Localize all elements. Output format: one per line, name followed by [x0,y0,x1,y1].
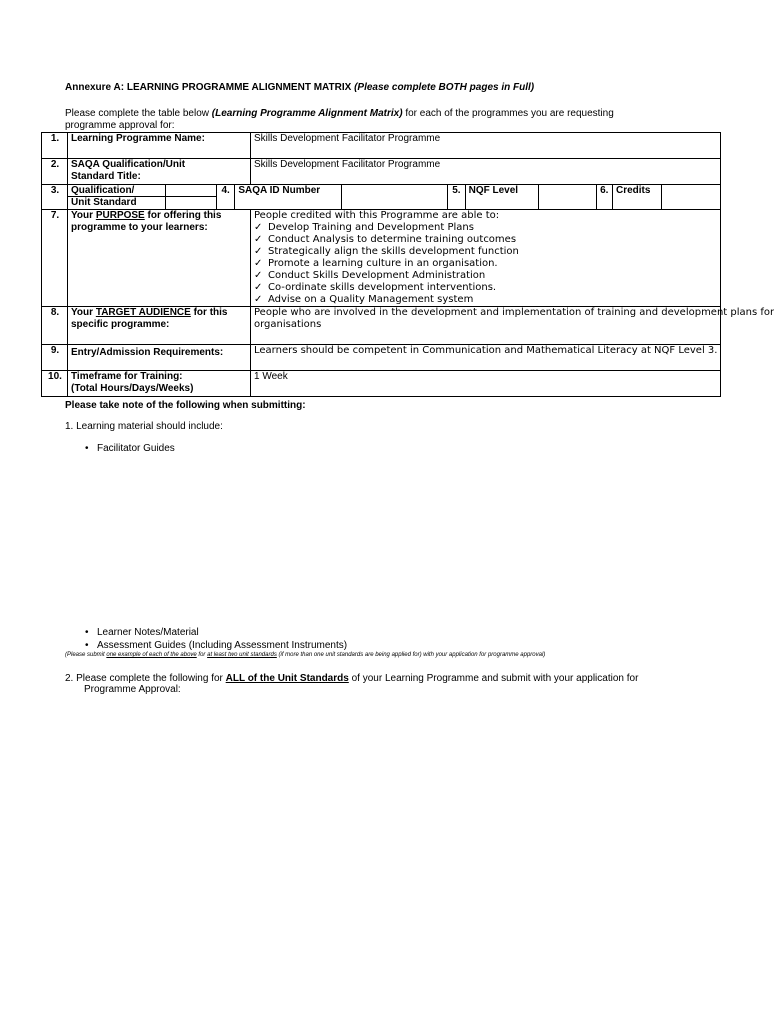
checkmark-icon: ✓ [254,246,263,257]
row-target-audience [42,307,721,345]
timeframe-field[interactable]: 1 Week [251,371,721,397]
entry-requirements-label: Entry/Admission Requirements: [68,345,251,371]
submission-small-note: (Please submit one example of each of the above for at least two unit standards (if more than one unit standards are being applied for) with your application for programme approval) [65,652,546,658]
list-item: ✓ Conduct Analysis to determine training outcomes [254,234,517,245]
row-number: 10. [42,371,68,397]
list-item: ✓ Co-ordinate skills development interventions. [254,282,497,293]
row-number: 9. [42,345,68,371]
row-number: 2. [42,159,68,185]
checkmark-icon: ✓ [254,222,263,233]
row-timeframe [42,371,721,397]
qualification-field[interactable] [166,185,216,197]
checkmark-icon: ✓ [254,270,263,281]
row-entry-requirements [42,345,721,371]
credits-field[interactable] [662,185,720,209]
annexure-heading: Annexure A: LEARNING PROGRAMME ALIGNMENT MATRIX (Please complete BOTH pages in Full) [65,82,535,93]
intro-line-1: Please complete the table below (Learning Programme Alignment Matrix) for each of the programmes you are requesting [65,108,614,119]
qualification-label: Qualification/ [68,185,165,197]
row-programme-name [42,133,721,159]
list-item: • Learner Notes/Material [85,627,199,638]
unit-standard-field[interactable] [166,197,216,209]
numbered-item-2: 2. Please complete the following for ALL of the Unit Standards of your Learning Programme and submit with your application for Programme Approval: [65,673,639,695]
saqa-id-field[interactable] [341,185,447,209]
programme-name-field[interactable]: Skills Development Facilitator Programme [251,133,721,159]
list-item: ✓ Advise on a Quality Management system [254,294,474,305]
saqa-title-label: SAQA Qualification/Unit Standard Title: [68,159,251,185]
checkmark-icon: ✓ [254,282,263,293]
list-item: ✓ Strategically align the skills development function [254,246,519,257]
purpose-label: Your PURPOSE for offering this programme to your learners: [68,210,251,307]
saqa-title-field[interactable]: Skills Development Facilitator Programme [251,159,721,185]
field-number: 6. [596,185,612,209]
purpose-field[interactable]: People credited with this Programme are able to: ✓ Develop Training and Development Plans ✓ Conduct Analysis to determine training outcomes ✓ Strategically align the skills development function ✓ Promote a learning culture in an organisation. ✓ Conduct Skills Development Administration ✓ Co-ordinate skills development interventions. ✓ Advise on a Quality Management system [251,210,721,307]
programme-name-label: Learning Programme Name: [68,133,251,159]
row-number: 1. [42,133,68,159]
purpose-outcomes-list [254,222,718,306]
list-item: ✓ Conduct Skills Development Administration [254,270,486,281]
credits-label: Credits [612,185,661,209]
target-audience-label: Your TARGET AUDIENCE for this specific programme: [68,307,251,345]
submission-notes-title: Please take note of the following when submitting: [65,400,306,411]
row-qualification-details [42,185,721,210]
row-number: 7. [42,210,68,307]
list-item: • Facilitator Guides [85,443,175,454]
target-audience-field[interactable]: People who are involved in the development and implementation of training and development plans for organisations [251,307,721,345]
numbered-item-1: 1. Learning material should include: [65,421,223,432]
intro-line-2: programme approval for: [65,120,175,131]
row-number: 3. [42,185,68,210]
list-item: • Assessment Guides (Including Assessment Instruments) [85,640,347,651]
list-item: ✓ Promote a learning culture in an organisation. [254,258,498,269]
timeframe-label: Timeframe for Training: (Total Hours/Days/Weeks) [68,371,251,397]
checkmark-icon: ✓ [254,258,263,269]
row-saqa-title [42,159,721,185]
entry-requirements-field[interactable]: Learners should be competent in Communication and Mathematical Literacy at NQF Level 3. [251,345,721,371]
unit-standard-label: Unit Standard [71,197,137,208]
alignment-matrix-table [41,132,774,397]
checkmark-icon: ✓ [254,294,263,305]
nqf-level-field[interactable] [539,185,596,209]
row-purpose [42,210,721,307]
row-number: 8. [42,307,68,345]
field-number: 5. [448,185,465,209]
nqf-level-label: NQF Level [465,185,539,209]
list-item: ✓ Develop Training and Development Plans [254,222,474,233]
saqa-id-label: SAQA ID Number [235,185,341,209]
field-number: 4. [216,185,234,209]
checkmark-icon: ✓ [254,234,263,245]
